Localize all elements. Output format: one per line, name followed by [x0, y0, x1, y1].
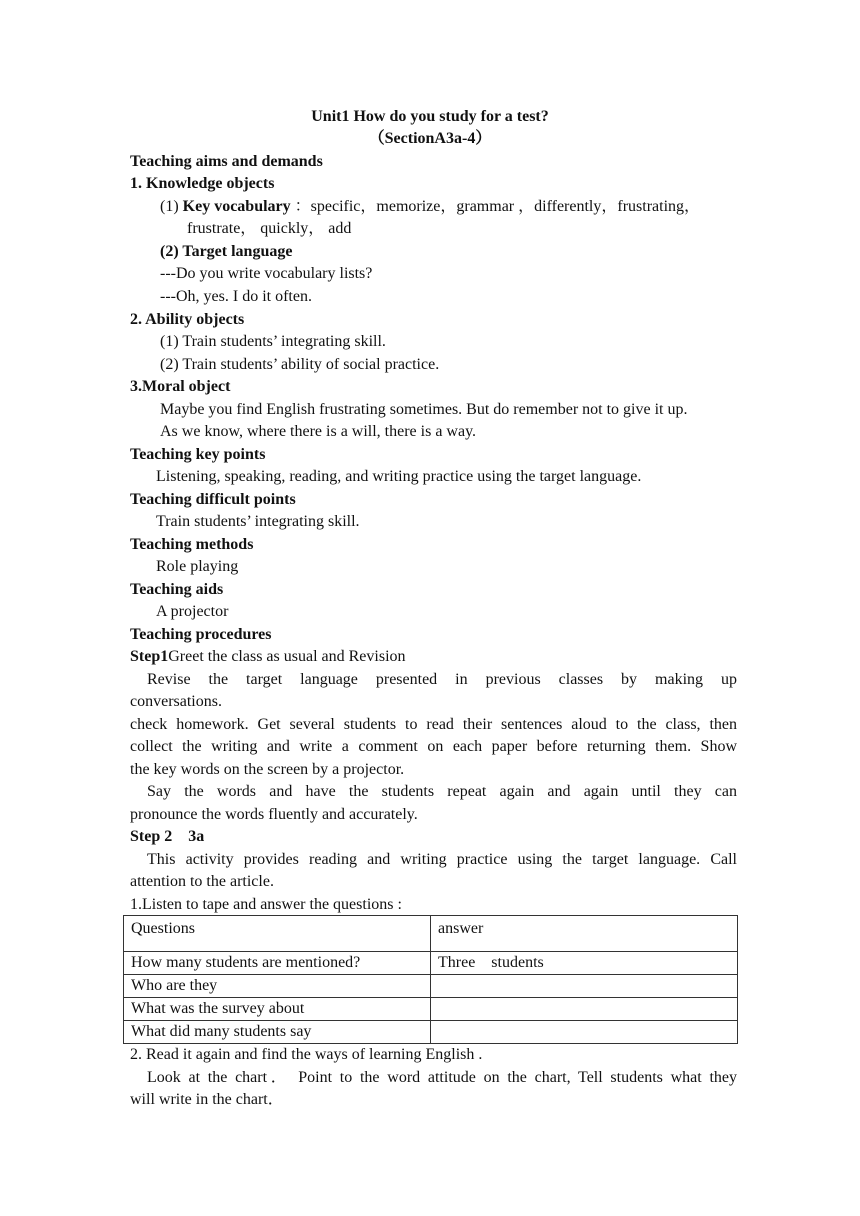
vocab-line [160, 196, 700, 219]
table-header-questions: Questions [124, 916, 431, 952]
say-text-2: pronounce the words fluently and accurately. [130, 806, 418, 823]
table-row [124, 1021, 738, 1044]
page-subtitle: （SectionA3a-4） [368, 130, 492, 147]
table-cell-answer [431, 975, 738, 998]
methods-heading: Teaching methods [130, 536, 254, 553]
table-cell-question: Who are they [124, 975, 431, 998]
table-cell-answer [431, 1021, 738, 1044]
aids-text: A projector [156, 603, 229, 620]
table-cell-question: What was the survey about [124, 998, 431, 1021]
target-question: ---Do you write vocabulary lists? [160, 265, 373, 282]
step1-line [130, 646, 406, 669]
vocab-label: Key vocabulary [182, 198, 291, 215]
key-points-text: Listening, speaking, reading, and writing practice using the target language. [156, 468, 642, 485]
table-header-row [124, 916, 738, 952]
table-cell-answer [431, 998, 738, 1021]
table-cell-question: How many students are mentioned? [124, 952, 431, 975]
vocab-words-cont: frustrate， quickly， add [187, 220, 352, 237]
procedures-heading: Teaching procedures [130, 626, 272, 643]
table-cell-question: What did many students say [124, 1021, 431, 1044]
vocab-words: ：specific，memorize，grammar ，differently，frustrating， [290, 198, 701, 215]
check-text-2: collect the writing and write a comment on each paper before returning them. Show [130, 738, 737, 755]
table-cell-answer: Three students [431, 952, 738, 975]
table-row [124, 975, 738, 998]
aids-heading: Teaching aids [130, 581, 224, 598]
check-text-1: check homework. Get several students to read their sentences aloud to the class, then [130, 716, 737, 733]
moral-text-2: As we know, where there is a will, there is a way. [160, 423, 477, 440]
step1-text: Greet the class as usual and Revision [168, 648, 406, 665]
look-text-1: Look at the chart． Point to the word attitude on the chart, Tell students what they [147, 1069, 737, 1086]
ability-heading: 2. Ability objects [130, 311, 245, 328]
revise-text-2: conversations. [130, 693, 222, 710]
moral-heading: 3.Moral object [130, 378, 231, 395]
difficult-points-text: Train students’ integrating skill. [156, 513, 360, 530]
table-header-answer: answer [431, 916, 738, 952]
look-text-2: will write in the chart． [130, 1091, 284, 1108]
listen-instruction: 1.Listen to tape and answer the questions : [130, 896, 402, 913]
read-again-instruction: 2. Read it again and find the ways of learning English . [130, 1046, 483, 1063]
aims-heading: Teaching aims and demands [130, 153, 323, 170]
target-language-heading: (2) Target language [160, 243, 293, 260]
table-row [124, 952, 738, 975]
vocab-prefix: (1) [160, 198, 183, 215]
knowledge-heading: 1. Knowledge objects [130, 175, 275, 192]
table-row [124, 998, 738, 1021]
page-title: Unit1 How do you study for a test? [311, 108, 549, 125]
activity-text-1: This activity provides reading and writing practice using the target language. Call [147, 851, 737, 868]
ability-item-2: (2) Train students’ ability of social practice. [160, 356, 440, 373]
say-text-1: Say the words and have the students repeat again and again until they can [147, 783, 737, 800]
step1-label: Step1 [130, 648, 169, 665]
target-answer: ---Oh, yes. I do it often. [160, 288, 312, 305]
revise-text-1: Revise the target language presented in previous classes by making up [147, 671, 737, 688]
difficult-points-heading: Teaching difficult points [130, 491, 296, 508]
check-text-3: the key words on the screen by a projector. [130, 761, 405, 778]
methods-text: Role playing [156, 558, 239, 575]
activity-text-2: attention to the article. [130, 873, 274, 890]
ability-item-1: (1) Train students’ integrating skill. [160, 333, 386, 350]
step2-heading: Step 2 3a [130, 828, 205, 845]
moral-text-1: Maybe you find English frustrating sometimes. But do remember not to give it up. [160, 401, 688, 418]
key-points-heading: Teaching key points [130, 446, 266, 463]
questions-table [123, 915, 738, 1044]
